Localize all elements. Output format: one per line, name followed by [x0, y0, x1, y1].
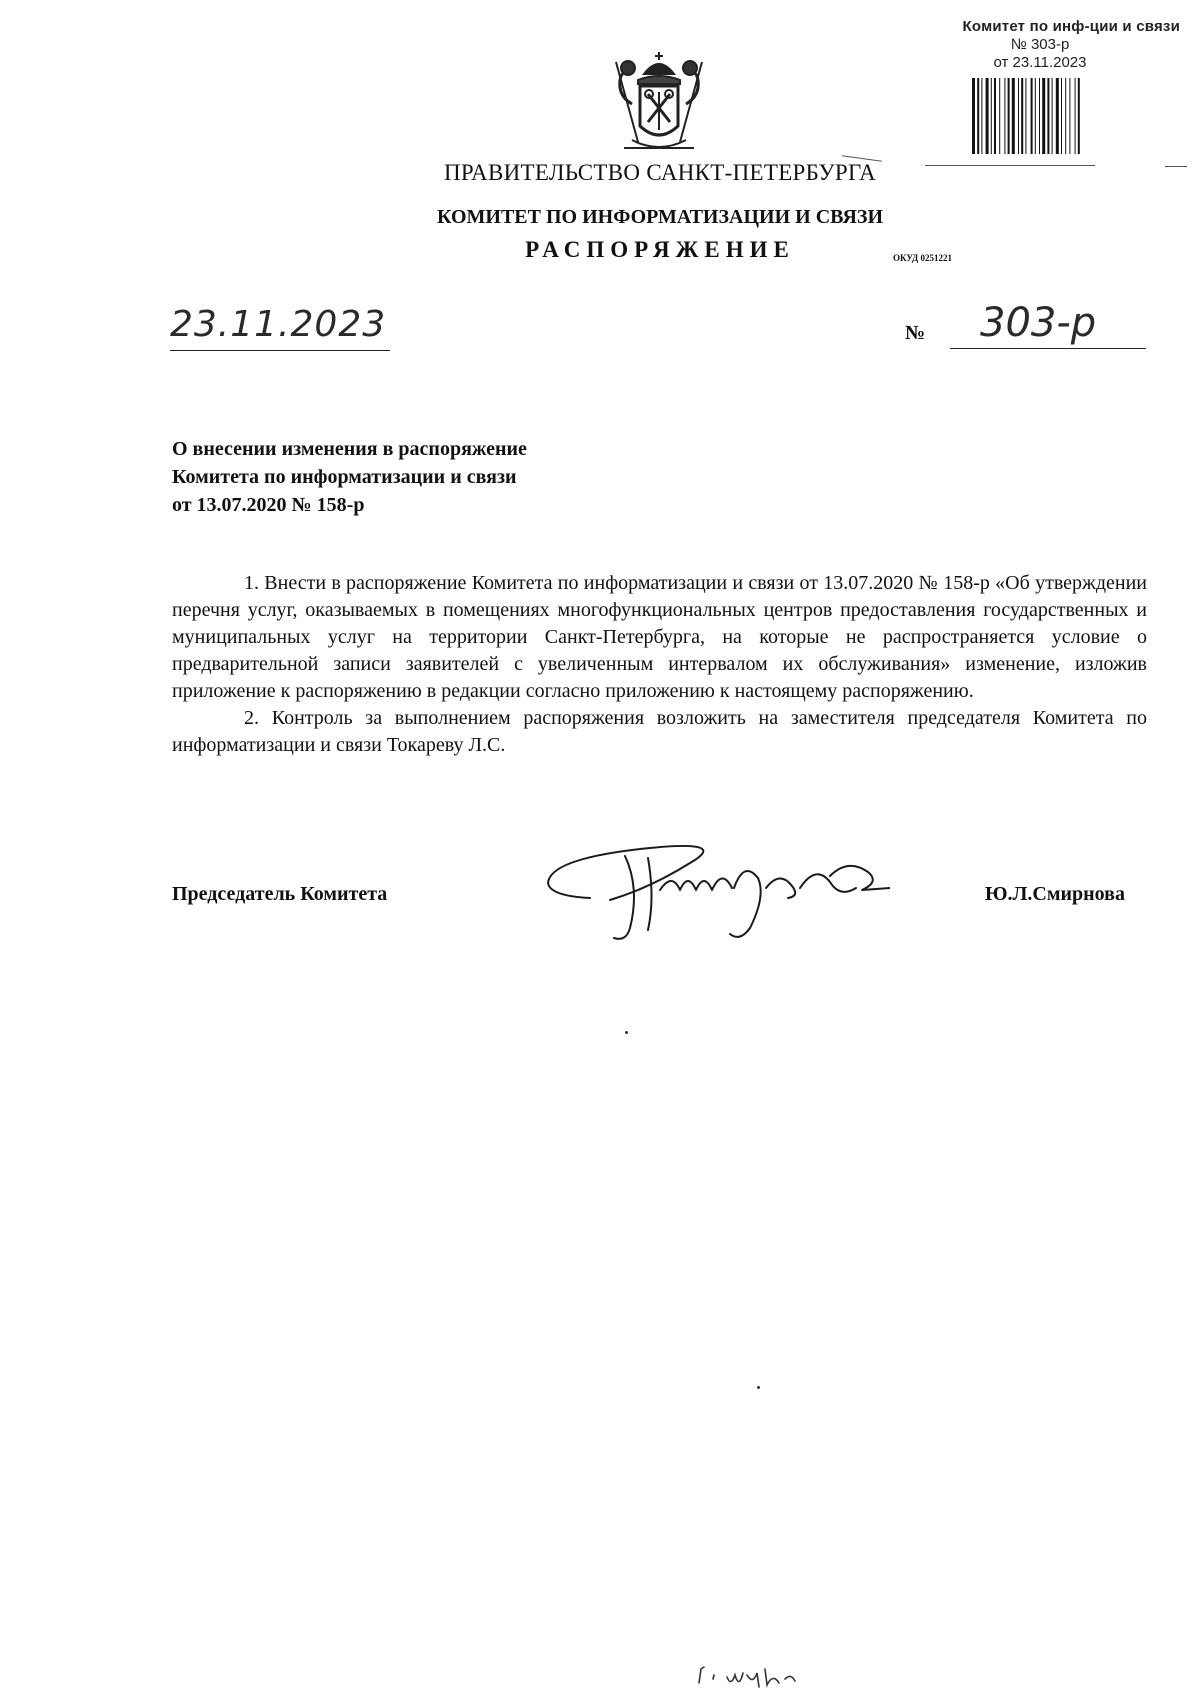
handwritten-mark	[695, 1655, 855, 1695]
document-number: 303-р	[980, 300, 1097, 346]
subject-line: Комитета по информатизации и связи	[172, 466, 517, 488]
document-type: РАСПОРЯЖЕНИЕ	[525, 237, 795, 262]
stamp-date: от 23.11.2023	[993, 54, 1087, 71]
body-paragraph-2: 2. Контроль за выполнением распоряжения возложить на заместителя председателя Комитета по информатизации и связи Токареву Л.С.	[172, 707, 1147, 756]
subject-line: О внесении изменения в распоряжение	[172, 438, 527, 460]
document-body	[172, 570, 1147, 759]
stamp-number: № 303-р	[1010, 36, 1070, 53]
subject-line: от 13.07.2020 № 158-р	[172, 494, 365, 516]
stamp-rule-tail	[1165, 166, 1187, 167]
committee-name: КОМИТЕТ ПО ИНФОРМАТИЗАЦИИ И СВЯЗИ	[436, 206, 884, 228]
number-label: №	[905, 322, 926, 344]
stamp-rule	[925, 165, 1095, 166]
body-paragraph-1: 1. Внести в распоряжение Комитета по информатизации и связи от 13.07.2020 № 158-р «Об утверждении перечня услуг, оказываемых в помещениях многофункциональных центров предоставления государственных и муниципальных услуг на территории Санкт-Петербурга, на которые не распространяется условие о предварительной записи заявителей с увеличенным интервалом их обслуживания» изменение, изложив приложение к распоряжению в редакции согласно приложению к настоящему распоряжению.	[172, 572, 1147, 702]
government-name: ПРАВИТЕЛЬСТВО САНКТ-ПЕТЕРБУРГА	[443, 160, 877, 185]
signer-name: Ю.Л.Смирнова	[985, 883, 1125, 905]
registration-stamp	[900, 18, 1180, 72]
signer-title: Председатель Комитета	[172, 883, 388, 905]
coat-of-arms-icon	[604, 52, 714, 157]
document-date: 23.11.2023	[170, 304, 387, 345]
barcode-icon	[970, 78, 1140, 154]
handwritten-signature	[530, 838, 890, 943]
okud-code: ОКУД 0251221	[893, 253, 952, 263]
scan-speck	[625, 1031, 628, 1034]
document-subject	[172, 435, 812, 519]
stamp-committee: Комитет по инф-ции и связи	[962, 18, 1180, 35]
scan-speck	[757, 1386, 760, 1389]
